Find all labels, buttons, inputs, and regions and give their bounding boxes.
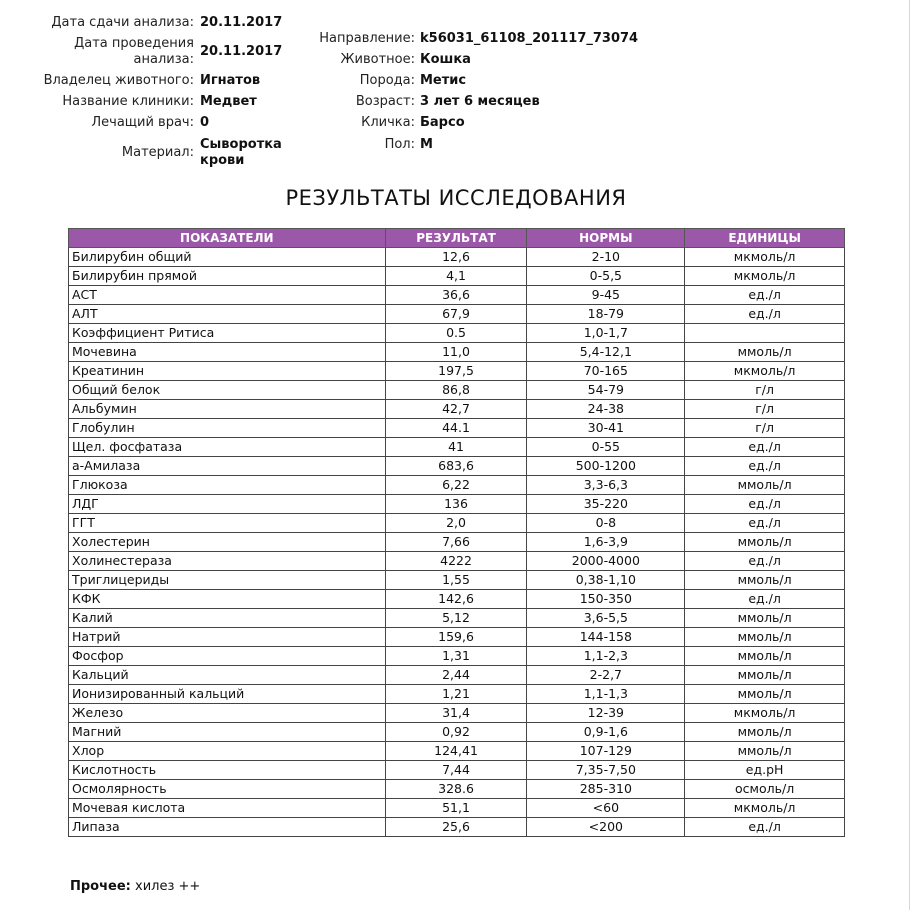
cell-result: 4222 — [385, 552, 527, 571]
table-row — [69, 533, 845, 552]
cell-norm: 150-350 — [527, 590, 685, 609]
table-row — [69, 400, 845, 419]
cell-unit: ммоль/л — [685, 571, 845, 590]
cell-unit: ммоль/л — [685, 685, 845, 704]
cell-norm: 0-5,5 — [527, 267, 685, 286]
cell-result: 1,31 — [385, 647, 527, 666]
cell-indicator: Хлор — [69, 742, 386, 761]
cell-indicator: Кислотность — [69, 761, 386, 780]
cell-norm: 7,35-7,50 — [527, 761, 685, 780]
cell-result: 159,6 — [385, 628, 527, 647]
info-value: Кошка — [420, 52, 471, 67]
table-row — [69, 799, 845, 818]
cell-unit: ммоль/л — [685, 343, 845, 362]
results-table-body — [69, 248, 845, 837]
info-value: 20.11.2017 — [200, 15, 283, 30]
cell-unit: ед./л — [685, 305, 845, 324]
table-row — [69, 704, 845, 723]
info-label: Порода: — [359, 73, 415, 88]
column-header-indicator: ПОКАЗАТЕЛИ — [69, 229, 386, 248]
cell-result: 86,8 — [385, 381, 527, 400]
cell-result: 683,6 — [385, 457, 527, 476]
page-edge — [909, 0, 910, 910]
cell-norm: 2-2,7 — [527, 666, 685, 685]
cell-norm: 1,6-3,9 — [527, 533, 685, 552]
table-row — [69, 305, 845, 324]
cell-result: 67,9 — [385, 305, 527, 324]
cell-result: 1,21 — [385, 685, 527, 704]
cell-norm: 70-165 — [527, 362, 685, 381]
info-label: Пол: — [384, 137, 415, 152]
table-row — [69, 590, 845, 609]
cell-indicator: Альбумин — [69, 400, 386, 419]
table-row — [69, 419, 845, 438]
cell-result: 7,66 — [385, 533, 527, 552]
info-value: Барсо — [420, 115, 465, 130]
cell-indicator: Натрий — [69, 628, 386, 647]
info-label: Название клиники: — [62, 94, 194, 109]
cell-unit: ммоль/л — [685, 723, 845, 742]
cell-indicator: а-Амилаза — [69, 457, 386, 476]
results-table — [68, 228, 845, 837]
cell-result: 11,0 — [385, 343, 527, 362]
cell-norm: 2-10 — [527, 248, 685, 267]
cell-indicator: Коэффициент Ритиса — [69, 324, 386, 343]
cell-unit — [685, 324, 845, 343]
cell-norm: 144-158 — [527, 628, 685, 647]
cell-norm: 500-1200 — [527, 457, 685, 476]
cell-indicator: Фосфор — [69, 647, 386, 666]
cell-unit: г/л — [685, 400, 845, 419]
note — [70, 879, 200, 894]
cell-result: 51,1 — [385, 799, 527, 818]
cell-norm: 2000-4000 — [527, 552, 685, 571]
cell-unit: ммоль/л — [685, 476, 845, 495]
cell-norm: 1,1-1,3 — [527, 685, 685, 704]
table-row — [69, 647, 845, 666]
cell-result: 7,44 — [385, 761, 527, 780]
cell-result: 136 — [385, 495, 527, 514]
cell-result: 5,12 — [385, 609, 527, 628]
table-row — [69, 552, 845, 571]
cell-unit: мкмоль/л — [685, 362, 845, 381]
cell-indicator: Мочевая кислота — [69, 799, 386, 818]
table-row — [69, 362, 845, 381]
cell-result: 36,6 — [385, 286, 527, 305]
table-row — [69, 438, 845, 457]
cell-indicator: Липаза — [69, 818, 386, 837]
cell-norm: 0-55 — [527, 438, 685, 457]
cell-unit: ед.pH — [685, 761, 845, 780]
cell-result: 44.1 — [385, 419, 527, 438]
cell-unit: ммоль/л — [685, 647, 845, 666]
cell-indicator: ЛДГ — [69, 495, 386, 514]
cell-unit: г/л — [685, 381, 845, 400]
info-label: Дата проведения анализа: — [74, 36, 194, 67]
cell-unit: ед./л — [685, 438, 845, 457]
table-row — [69, 666, 845, 685]
cell-norm: 12-39 — [527, 704, 685, 723]
column-header-units: ЕДИНИЦЫ — [685, 229, 845, 248]
table-row — [69, 761, 845, 780]
cell-norm: 0,38-1,10 — [527, 571, 685, 590]
cell-norm: 30-41 — [527, 419, 685, 438]
cell-indicator: Осмолярность — [69, 780, 386, 799]
info-value: 3 лет 6 месяцев — [420, 94, 540, 109]
cell-unit: ед./л — [685, 514, 845, 533]
cell-norm: 1,1-2,3 — [527, 647, 685, 666]
cell-unit: ммоль/л — [685, 609, 845, 628]
cell-norm: 0,9-1,6 — [527, 723, 685, 742]
note-label: Прочее: — [70, 879, 131, 894]
table-row — [69, 609, 845, 628]
cell-result: 6,22 — [385, 476, 527, 495]
cell-result: 328.6 — [385, 780, 527, 799]
cell-indicator: Глобулин — [69, 419, 386, 438]
info-value: 0 — [200, 115, 210, 130]
column-header-result: РЕЗУЛЬТАТ — [385, 229, 527, 248]
cell-unit: ед./л — [685, 552, 845, 571]
cell-unit: ммоль/л — [685, 666, 845, 685]
cell-result: 25,6 — [385, 818, 527, 837]
cell-norm: 18-79 — [527, 305, 685, 324]
cell-norm: 285-310 — [527, 780, 685, 799]
cell-unit: осмоль/л — [685, 780, 845, 799]
cell-norm: 3,6-5,5 — [527, 609, 685, 628]
cell-indicator: Мочевина — [69, 343, 386, 362]
info-value: Метис — [420, 73, 467, 88]
cell-result: 197,5 — [385, 362, 527, 381]
cell-indicator: Магний — [69, 723, 386, 742]
info-label: Дата сдачи анализа: — [51, 15, 194, 30]
info-value: Сыворотка крови — [200, 137, 282, 168]
table-row — [69, 248, 845, 267]
cell-unit: мкмоль/л — [685, 248, 845, 267]
info-value: Игнатов — [200, 73, 261, 88]
info-value: Медвет — [200, 94, 257, 109]
info-label: Кличка: — [361, 115, 415, 130]
cell-indicator: Билирубин общий — [69, 248, 386, 267]
cell-norm: 107-129 — [527, 742, 685, 761]
cell-unit: мкмоль/л — [685, 267, 845, 286]
cell-result: 41 — [385, 438, 527, 457]
cell-unit: ед./л — [685, 590, 845, 609]
table-row — [69, 267, 845, 286]
cell-indicator: Ионизированный кальций — [69, 685, 386, 704]
info-value: k56031_61108_201117_73074 — [420, 31, 639, 46]
cell-indicator: ГГТ — [69, 514, 386, 533]
info-label: Владелец животного: — [43, 73, 194, 88]
cell-indicator: Холестерин — [69, 533, 386, 552]
cell-result: 0,92 — [385, 723, 527, 742]
cell-norm: 5,4-12,1 — [527, 343, 685, 362]
cell-unit: ммоль/л — [685, 628, 845, 647]
cell-indicator: Креатинин — [69, 362, 386, 381]
cell-result: 2,0 — [385, 514, 527, 533]
table-row — [69, 628, 845, 647]
cell-unit: ммоль/л — [685, 533, 845, 552]
info-label: Лечащий врач: — [91, 115, 194, 130]
table-header-row — [69, 229, 845, 248]
table-row — [69, 571, 845, 590]
table-row — [69, 381, 845, 400]
cell-unit: ед./л — [685, 818, 845, 837]
table-row — [69, 495, 845, 514]
cell-indicator: Щел. фосфатаза — [69, 438, 386, 457]
table-row — [69, 742, 845, 761]
cell-norm: 1,0-1,7 — [527, 324, 685, 343]
cell-result: 4,1 — [385, 267, 527, 286]
cell-result: 124,41 — [385, 742, 527, 761]
cell-norm: <60 — [527, 799, 685, 818]
cell-indicator: Общий белок — [69, 381, 386, 400]
table-row — [69, 780, 845, 799]
info-label: Материал: — [121, 145, 194, 160]
note-text: хилез ++ — [135, 879, 201, 894]
info-label: Животное: — [340, 52, 415, 67]
cell-indicator: Калий — [69, 609, 386, 628]
cell-result: 42,7 — [385, 400, 527, 419]
cell-result: 1,55 — [385, 571, 527, 590]
cell-result: 0.5 — [385, 324, 527, 343]
cell-norm: <200 — [527, 818, 685, 837]
cell-result: 31,4 — [385, 704, 527, 723]
info-label: Направление: — [319, 31, 415, 46]
cell-indicator: АЛТ — [69, 305, 386, 324]
cell-indicator: Глюкоза — [69, 476, 386, 495]
info-label: Возраст: — [355, 94, 415, 109]
cell-unit: ед./л — [685, 495, 845, 514]
table-row — [69, 685, 845, 704]
cell-unit: ед./л — [685, 457, 845, 476]
cell-indicator: Кальций — [69, 666, 386, 685]
cell-indicator: Триглицериды — [69, 571, 386, 590]
cell-unit: ммоль/л — [685, 742, 845, 761]
table-row — [69, 514, 845, 533]
cell-result: 2,44 — [385, 666, 527, 685]
cell-result: 12,6 — [385, 248, 527, 267]
cell-norm: 9-45 — [527, 286, 685, 305]
table-row — [69, 818, 845, 837]
table-row — [69, 324, 845, 343]
cell-unit: г/л — [685, 419, 845, 438]
cell-norm: 35-220 — [527, 495, 685, 514]
cell-indicator: Холинестераза — [69, 552, 386, 571]
cell-result: 142,6 — [385, 590, 527, 609]
cell-indicator: КФК — [69, 590, 386, 609]
info-value: М — [420, 137, 433, 152]
table-row — [69, 476, 845, 495]
table-row — [69, 343, 845, 362]
table-row — [69, 286, 845, 305]
cell-unit: мкмоль/л — [685, 704, 845, 723]
cell-indicator: Билирубин прямой — [69, 267, 386, 286]
page-title: РЕЗУЛЬТАТЫ ИССЛЕДОВАНИЯ — [285, 186, 627, 210]
cell-indicator: АСТ — [69, 286, 386, 305]
cell-norm: 3,3-6,3 — [527, 476, 685, 495]
cell-unit: мкмоль/л — [685, 799, 845, 818]
cell-unit: ед./л — [685, 286, 845, 305]
cell-indicator: Железо — [69, 704, 386, 723]
cell-norm: 0-8 — [527, 514, 685, 533]
cell-norm: 24-38 — [527, 400, 685, 419]
table-row — [69, 457, 845, 476]
column-header-norms: НОРМЫ — [527, 229, 685, 248]
table-row — [69, 723, 845, 742]
info-value: 20.11.2017 — [200, 44, 283, 59]
cell-norm: 54-79 — [527, 381, 685, 400]
